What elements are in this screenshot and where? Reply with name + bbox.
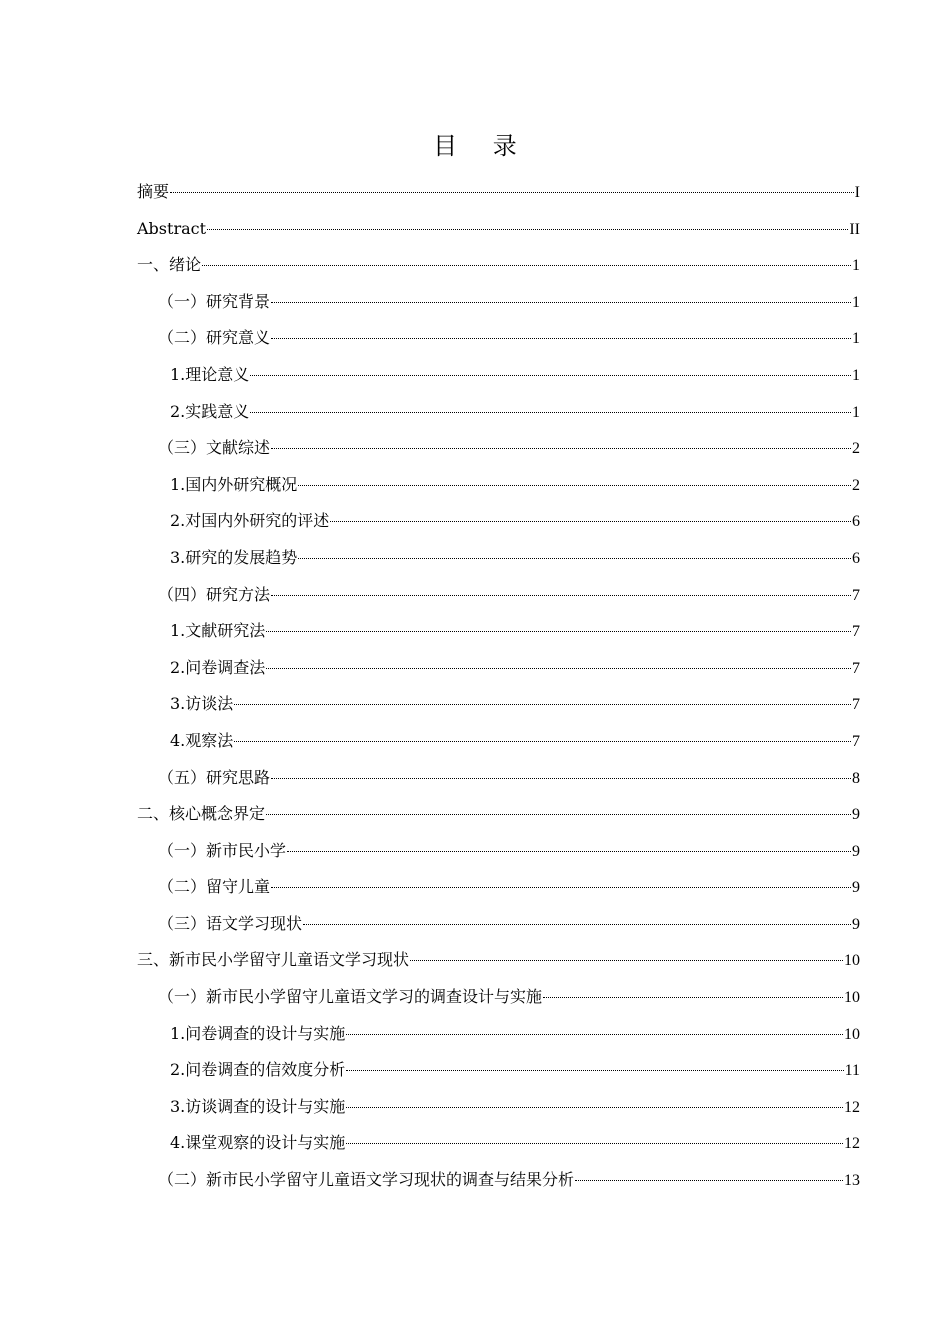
toc-page-number: 9 [852,842,860,860]
toc-entry-text: 3.研究的发展趋势 [170,547,298,567]
toc-page-number: 1 [852,330,860,348]
toc-entry[interactable] [137,979,860,1016]
toc-entry-text: 2.对国内外研究的评述 [170,511,330,531]
toc-leader-dots [330,521,851,522]
toc-entry[interactable] [137,723,860,760]
toc-page-number: II [849,220,860,238]
toc-entry[interactable] [137,430,860,467]
toc-page-number: 1 [852,257,860,275]
toc-entry-text: （三）语文学习现状 [158,913,303,933]
toc-leader-dots [298,558,851,559]
toc-entry-text: 摘要 [137,182,170,201]
toc-entry[interactable] [137,577,860,614]
toc-page-number: 7 [852,696,860,714]
toc-entry-text: 1.国内外研究概况 [170,474,298,494]
toc-leader-dots [303,924,851,925]
toc-leader-dots [287,851,851,852]
toc-entry-text: （一）新市民小学留守儿童语文学习的调查设计与实施 [158,987,543,1007]
toc-leader-dots [410,960,843,961]
toc-leader-dots [346,1107,843,1108]
toc-leader-dots [266,631,851,632]
toc-entry-text: Abstract [137,218,207,238]
toc-leader-dots [266,668,851,669]
toc-title: 目 录 [433,132,531,160]
toc-page-number: 2 [852,476,860,494]
toc-entry[interactable] [137,174,860,211]
toc-entry[interactable] [137,211,860,248]
toc-page-number: 9 [852,879,860,897]
toc-entry-text: 1.问卷调查的设计与实施 [170,1023,346,1043]
toc-page-number: 6 [852,549,860,567]
toc-page-number: 1 [852,293,860,311]
toc-leader-dots [346,1070,843,1071]
toc-entry[interactable] [137,503,860,540]
toc-leader-dots [207,229,848,230]
toc-entry-text: 2.实践意义 [170,401,250,421]
toc-entry[interactable] [137,467,860,504]
toc-entry[interactable] [137,796,860,833]
toc-leader-dots [543,997,843,998]
toc-leader-dots [346,1143,843,1144]
table-of-contents [137,174,860,1199]
toc-page-number: 7 [852,586,860,604]
toc-entry-text: 三、新市民小学留守儿童语文学习现状 [137,950,410,970]
toc-leader-dots [271,338,851,339]
toc-entry[interactable] [137,1052,860,1089]
toc-entry-text: （二）研究意义 [158,328,271,348]
toc-page-number: 9 [852,915,860,933]
toc-entry[interactable] [137,320,860,357]
toc-entry-text: （五）研究思路 [158,767,271,787]
toc-entry-text: （三）文献综述 [158,438,271,458]
toc-entry[interactable] [137,760,860,797]
toc-page-number: 10 [844,1025,860,1043]
toc-entry[interactable] [137,284,860,321]
toc-entry[interactable] [137,650,860,687]
toc-leader-dots [575,1180,843,1181]
toc-entry-text: 2.问卷调查的信效度分析 [170,1060,346,1080]
toc-entry-text: 一、绪论 [137,255,202,275]
toc-page-number: 12 [844,1098,860,1116]
toc-entry[interactable] [137,906,860,943]
toc-entry-text: 1.文献研究法 [170,621,266,641]
toc-entry-text: 4.课堂观察的设计与实施 [170,1133,346,1153]
toc-entry-text: 3.访谈法 [170,694,234,714]
toc-leader-dots [346,1034,843,1035]
toc-entry[interactable] [137,1089,860,1126]
toc-page-number: I [854,184,860,201]
toc-leader-dots [271,778,851,779]
toc-leader-dots [250,412,851,413]
toc-entry-text: 2.问卷调查法 [170,657,266,677]
toc-page-number: 7 [852,659,860,677]
toc-leader-dots [271,887,851,888]
toc-page-number: 12 [844,1135,860,1153]
toc-entry[interactable] [137,613,860,650]
toc-page-number: 1 [852,366,860,384]
toc-page-number: 7 [852,623,860,641]
toc-leader-dots [266,814,851,815]
toc-entry[interactable] [137,1016,860,1053]
toc-entry[interactable] [137,357,860,394]
toc-entry-text: （四）研究方法 [158,584,271,604]
toc-page-number: 6 [852,513,860,531]
toc-page-number: 9 [852,806,860,824]
toc-entry-text: （一）新市民小学 [158,840,287,860]
toc-leader-dots [234,704,851,705]
toc-leader-dots [271,302,851,303]
toc-entry[interactable] [137,247,860,284]
toc-page-number: 1 [852,403,860,421]
toc-entry[interactable] [137,833,860,870]
toc-page-number: 8 [852,769,860,787]
toc-entry[interactable] [137,540,860,577]
toc-page-number: 10 [844,952,860,970]
toc-entry[interactable] [137,394,860,431]
toc-leader-dots [271,448,851,449]
toc-page-number: 7 [852,732,860,750]
toc-leader-dots [202,265,851,266]
toc-entry-text: 3.访谈调查的设计与实施 [170,1096,346,1116]
toc-leader-dots [298,485,851,486]
toc-entry-text: （二）新市民小学留守儿童语文学习现状的调查与结果分析 [158,1170,575,1190]
toc-page-number: 10 [844,989,860,1007]
toc-page-number: 11 [844,1062,860,1080]
toc-entry-text: 1.理论意义 [170,364,250,384]
toc-leader-dots [271,595,851,596]
toc-leader-dots [250,375,851,376]
toc-page-number: 2 [852,440,860,458]
toc-entry[interactable] [137,1125,860,1162]
toc-leader-dots [170,192,854,193]
toc-entry[interactable] [137,869,860,906]
toc-entry[interactable] [137,1162,860,1199]
toc-page-number: 13 [844,1172,860,1190]
toc-entry[interactable] [137,686,860,723]
toc-entry-text: （一）研究背景 [158,291,271,311]
toc-entry-text: （二）留守儿童 [158,877,271,897]
toc-entry[interactable] [137,942,860,979]
toc-entry-text: 二、核心概念界定 [137,804,266,824]
toc-entry-text: 4.观察法 [170,730,234,750]
toc-leader-dots [234,741,851,742]
